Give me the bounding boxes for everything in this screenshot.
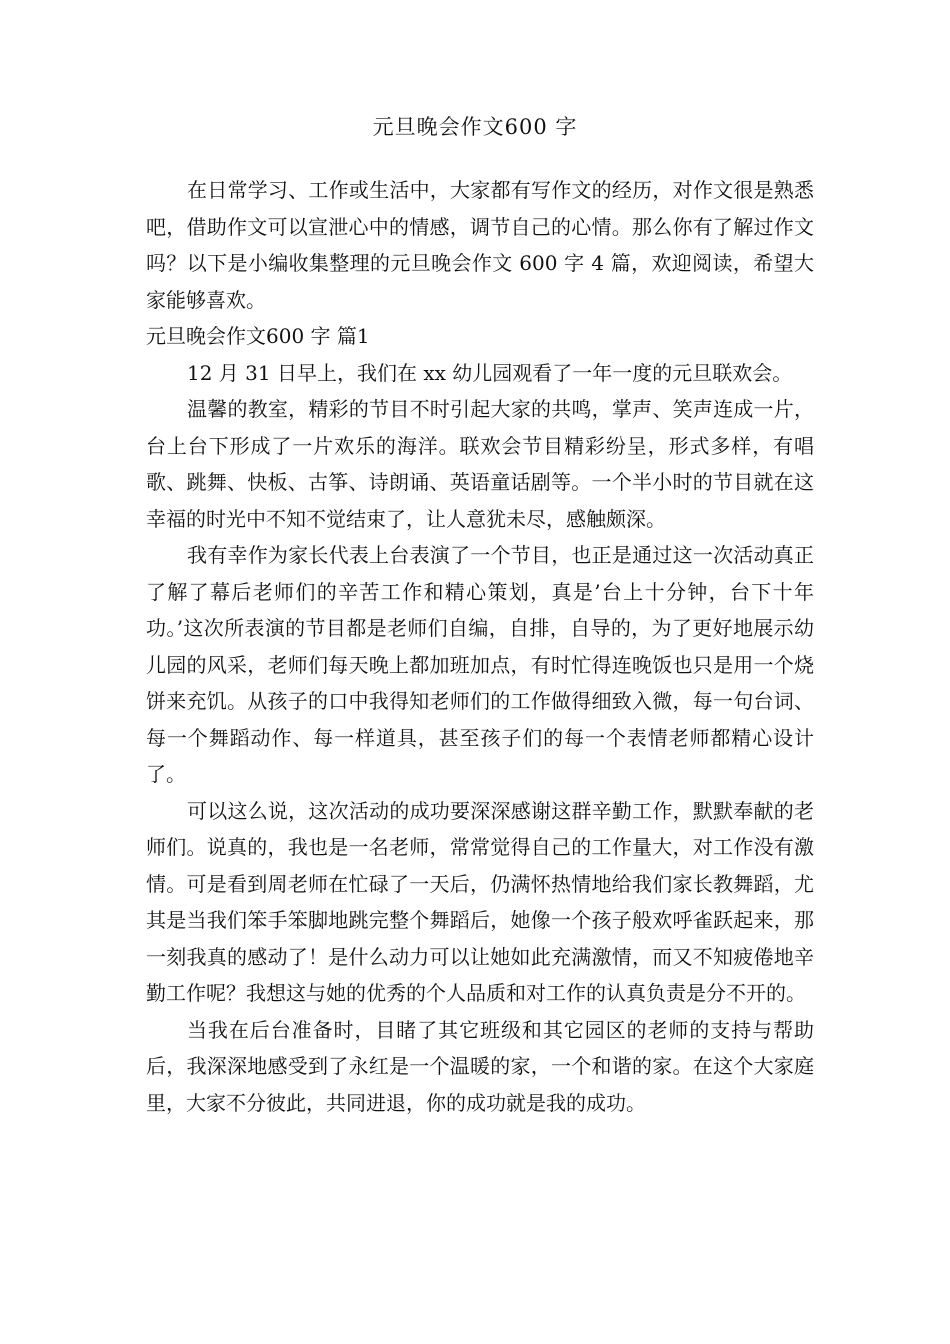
paragraph-intro: 在日常学习、工作或生活中，大家都有写作文的经历，对作文很是熟悉吧，借助作文可以宣泄心中的情感，调节自己的心情。那么你有了解过作文吗？以下是小编收集整理的元旦晚会作文 600 字 4 篇，欢迎阅读，希望大家能够喜欢。: [146, 178, 814, 312]
paragraph: 可以这么说，这次活动的成功要深深感谢这群辛勤工作，默默奉献的老师们。说真的，我也是一名老师，常常觉得自己的工作量大，对工作没有激情。可是看到周老师在忙碌了一天后，仍满怀热情地给我们家长教舞蹈，尤其是当我们笨手笨脚地跳完整个舞蹈后，她像一个孩子般欢呼雀跃起来，那一刻我真的感动了！是什么动力可以让她如此充满激情，而又不知疲倦地辛勤工作呢？我想这与她的优秀的个人品质和对工作的认真负责是分不开的。: [146, 798, 814, 1005]
paragraph: 当我在后台准备时，目睹了其它班级和其它园区的老师的支持与帮助后，我深深地感受到了永红是一个温暖的家，一个和谐的家。在这个大家庭里，大家不分彼此，共同进退，你的成功就是我的成功。: [146, 1017, 814, 1115]
paragraph: 我有幸作为家长代表上台表演了一个节目，也正是通过这一次活动真正了解了幕后老师们的辛苦工作和精心策划，真是’台上十分钟，台下十年功。’这次所表演的节目都是老师们自编，自排，自导的，为了更好地展示幼儿园的风采，老师们每天晚上都加班加点，有时忙得连晚饭也只是用一个烧饼来充饥。从孩子的口中我得知老师们的工作做得细致入微，每一句台词、每一个舞蹈动作、每一样道具，甚至孩子们的每一个表情老师都精心设计了。: [146, 543, 814, 786]
paragraph: 温馨的教室，精彩的节目不时引起大家的共鸣，掌声、笑声连成一片，台上台下形成了一片欢乐的海洋。联欢会节目精彩纷呈，形式多样，有唱歌、跳舞、快板、古筝、诗朗诵、英语童话剧等。一个半小时的节目就在这幸福的时光中不知不觉结束了，让人意犹未尽，感触颇深。: [146, 397, 814, 531]
document-body: [146, 172, 814, 1121]
paragraph: 12 月 31 日早上，我们在 xx 幼儿园观看了一年一度的元旦联欢会。: [187, 360, 793, 385]
document-title: 元旦晚会作文600 字: [372, 115, 578, 139]
section-heading: 元旦晚会作文600 字 篇1: [146, 324, 370, 348]
